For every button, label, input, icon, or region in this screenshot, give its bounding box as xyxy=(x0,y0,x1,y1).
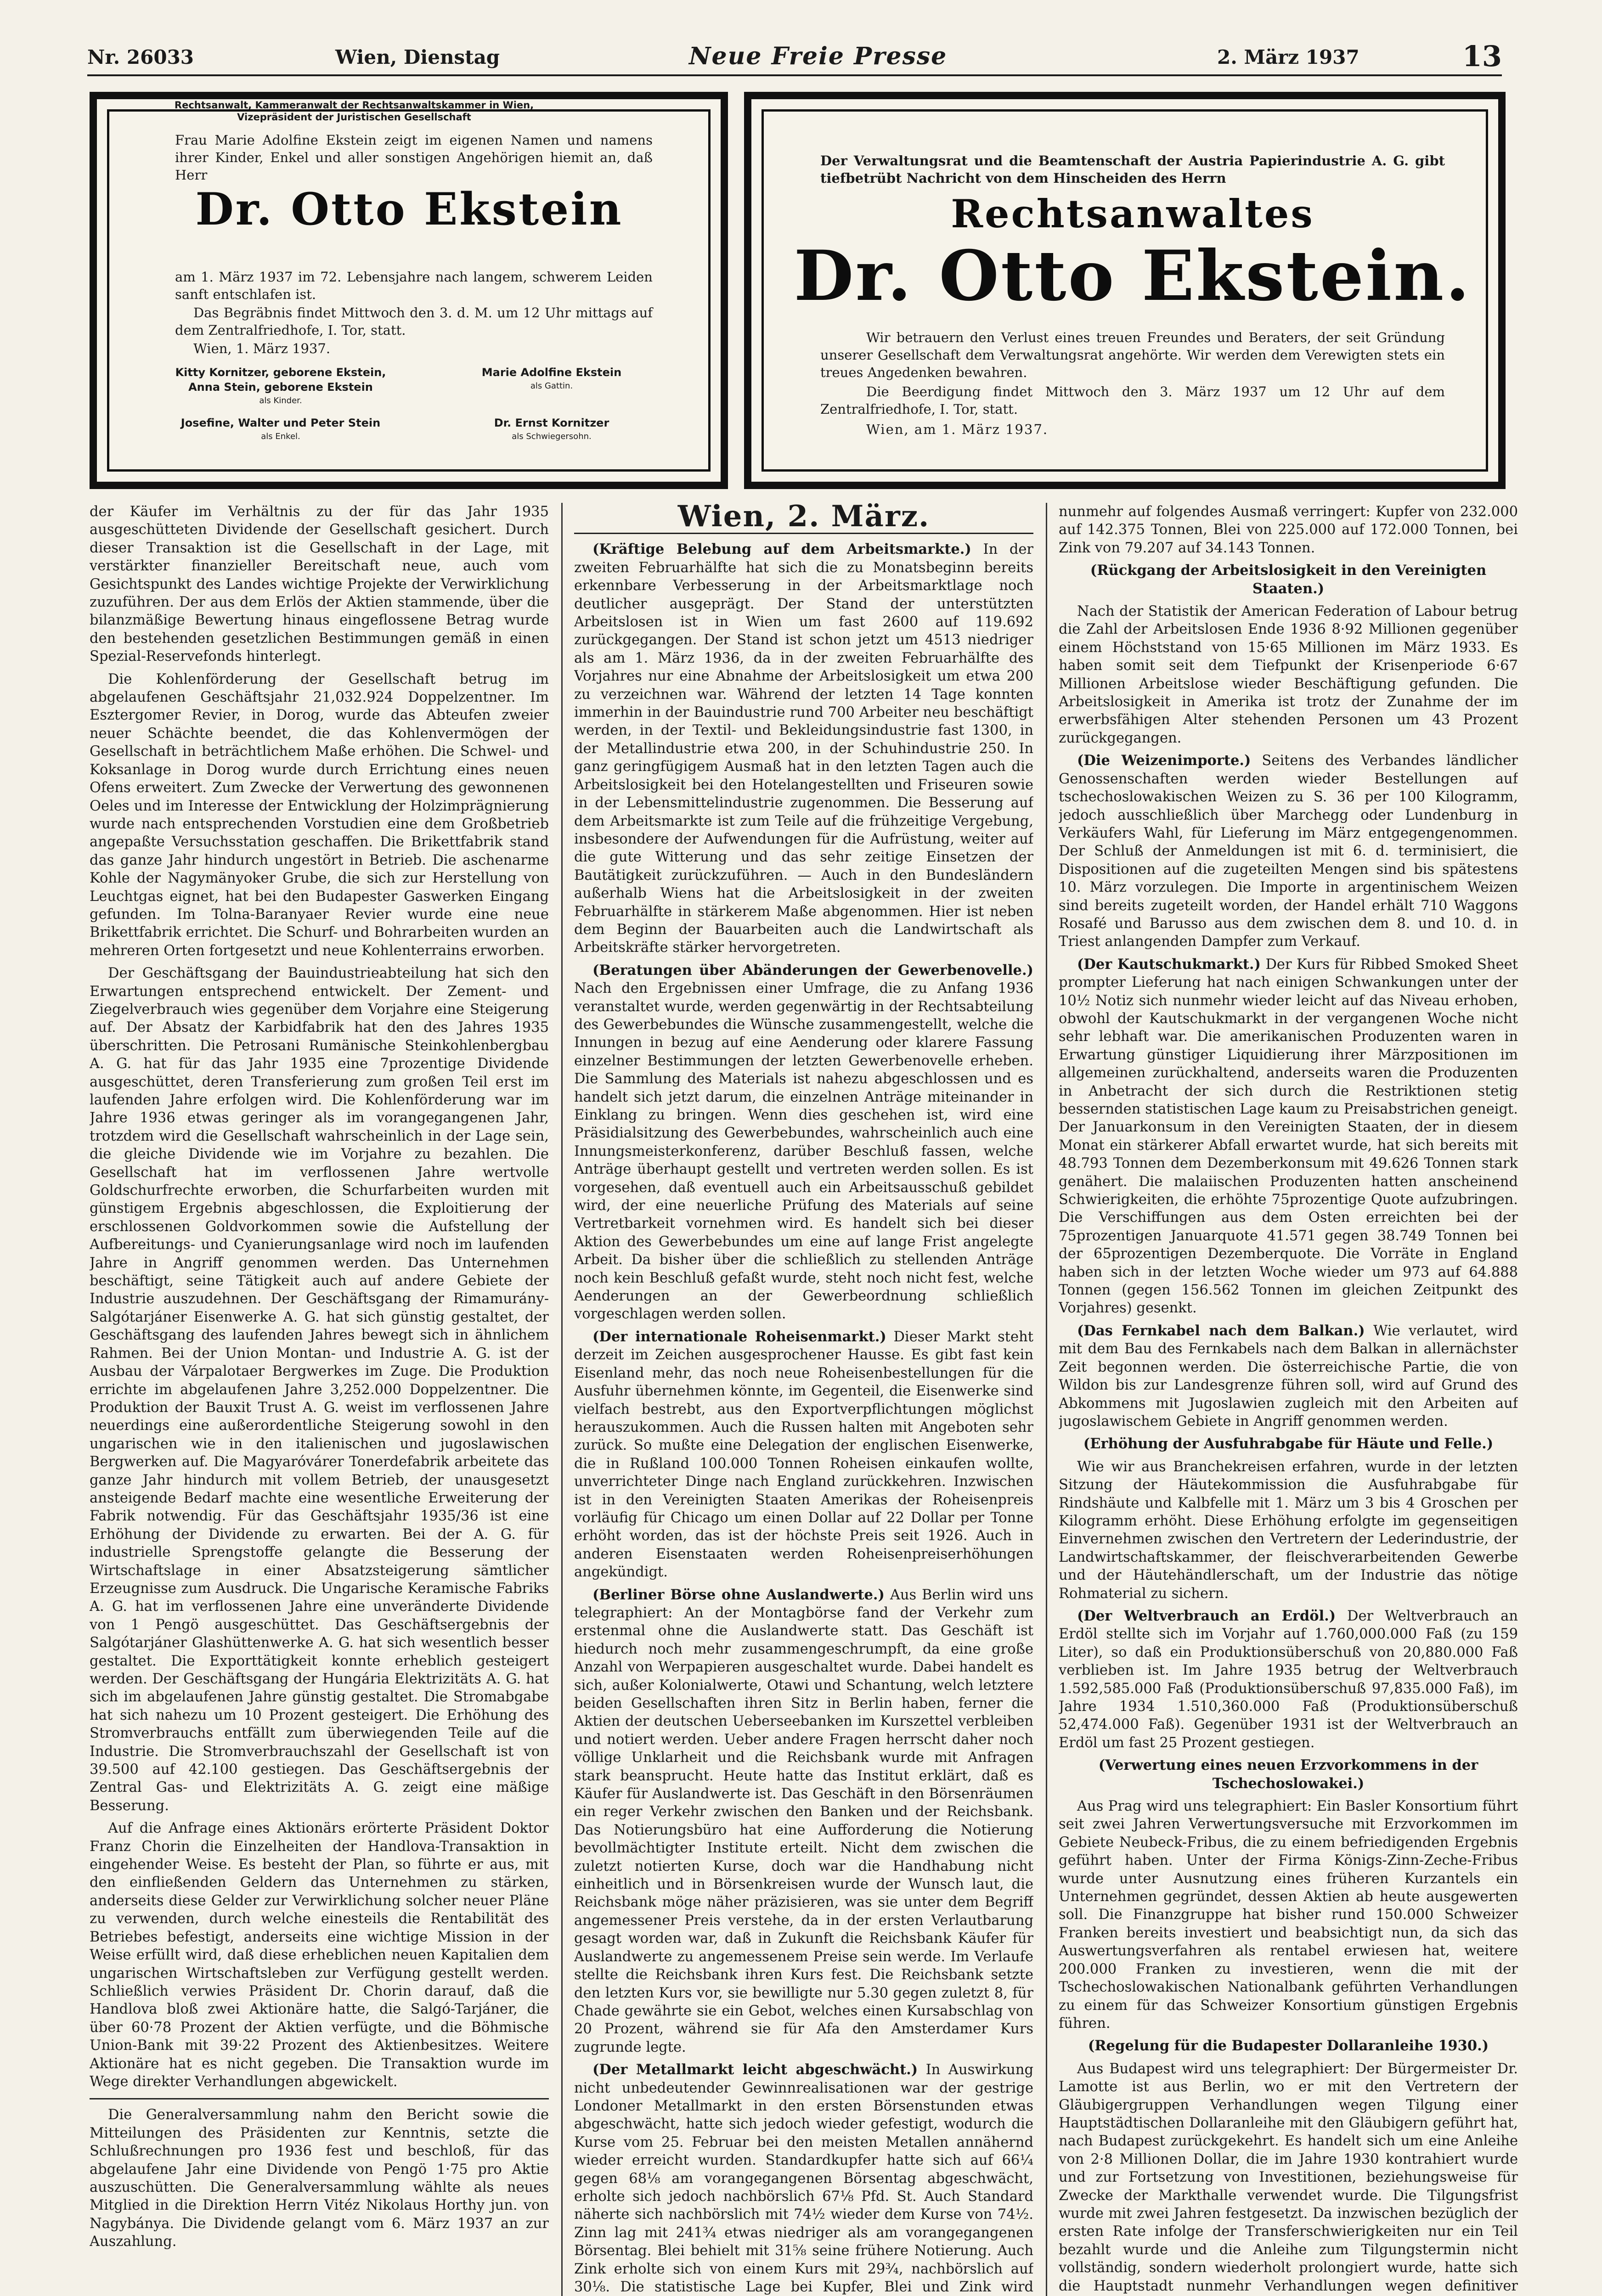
deceased-name: Dr. Otto Ekstein xyxy=(195,183,623,235)
news-item: Aus Budapest wird uns telegraphiert: Der Bürgermeister Dr. Lamotte ist aus Berlin, wo er mit den Vertretern der Gläubigergruppen Verhandlungen wegen Tilgung einer Hauptstädtischen Dollaranleihe mit den Gläubigern geführt hat, nach Budapest zurückgekehrt. Es handelt sich um eine Anleihe von 2·8 Millionen Dollar, die im Jahre 1930 kontrahiert wurde und zur Fortsetzung von Investitionen, beziehungsweise für Zwecke der Markthalle verwendet wurde. Die Tilgungsfrist wurde mit zwei Jahren festgesetzt. Da inzwischen bezüglich der ersten Rate infolge der Transferschwierigkeiten nur ein Teil bezahlt wurde und die Anleihe zum Tilgungstermin nicht vollständig, sondern wiederholt prolongiert wurde, hatte sich die Hauptstadt nunmehr Verhandlungen wegen definitiver xyxy=(1059,2060,1518,2294)
news-heading: (Der internationale Roheisenmarkt.) xyxy=(592,1328,886,1345)
news-item: (Der Metallmarkt leicht abgeschwächt.) In Auswirkung nicht unbedeutender Gewinnrealisationen war der gestrige Londoner Metallmarkt in den ersten Börsenstunden etwas abgeschwächt, hatte sich jedoch wieder gefestigt, wodurch die Kurse vom 25. Februar bei den meisten Metallen annähernd wieder erreicht wurden. Standardkupfer hatte sich auf 66¼ gegen 68⅛ am vorangegangenen Börsentag abgeschwächt, erholte sich jedoch nachbörslich 67⅛ Pfd. St. Auch Standard näherte sich nachbörslich mit 74½ wieder dem Kurse von 74½. Zinn lag mit 241¾ etwas niedriger als am vorangegangenen Börsentag. Blei behielt mit 31⅝ seine frühere Notierung. Auch Zink erholte sich von einem Kurs mit 29¾, nachbörslich auf 30⅛. Die statistische Lage bei Kupfer, Blei und Zink wird xyxy=(574,2061,1033,2295)
company-place-date: Wien, am 1. März 1937. xyxy=(866,422,1049,437)
news-item: (Der Weltverbrauch an Erdöl.) Der Weltverbrauch an Erdöl stellte sich im Vorjahr auf 1.760,000.000 Faß (zu 159 Liter), so daß ein Produktionsüberschuß von 20,880.000 Faß verblieben ist. Im Jahre 1935 betrug der Weltverbrauch 1.592,585.000 Faß (Produktionsüberschuß 97,835.000 Faß), im Jahre 1934 1.510,360.000 Faß (Produktionsüberschuß 52,474.000 Faß). Gegenüber 1931 ist der Weltverbrauch an Erdöl um fast 25 Prozent gestiegen. xyxy=(1059,1607,1518,1751)
column-separator xyxy=(561,503,563,2296)
article-paragraph: Die Generalversammlung nahm den Bericht sowie die Mitteilungen des Präsidenten zur Kenntnis, setzte die Schlußrechnungen pro 1936 fest und beschloß, für das abgelaufene Jahr eine Dividende von Pengö 1·75 pro Aktie auszuschütten. Die Generalversammlung wählte als neues Mitglied in die Direktion Herrn Vitéz Nikolaus Horthy jun. von Nagybánya. Die Dividende gelangt vom 6. März 1937 an zur Auszahlung. xyxy=(90,2107,549,2250)
article-paragraph: nunmehr auf folgendes Ausmaß verringert: Kupfer von 232.000 auf 142.375 Tonnen, Blei von 225.000 auf 172.000 Tonnen, bei Zink von 79.207 auf 34.143 Tonnen. xyxy=(1059,504,1518,556)
news-heading: (Der Kautschukmarkt.) xyxy=(1077,956,1261,973)
news-item: (Kräftige Belebung auf dem Arbeitsmarkte.) In der zweiten Februarhälfte hat sich die zu Monatsbeginn bereits erkennbare Verbesserung in der Arbeitsmarktlage noch deutlicher ausgeprägt. Der Stand der unterstützten Arbeitslosen ist in Wien um fast 2600 auf 119.692 zurückgegangen. Der Stand ist schon jetzt um 4513 niedriger als am 1. März 1936, da in der zweiten Februarhälfte des Vorjahres nur eine Abnahme der Arbeitslosigkeit um etwa 200 zu verzeichnen war. Während der letzten 14 Tage konnten immerhin in der Bauindustrie rund 700 Arbeiter neu beschäftigt werden, in der Textil- und Bekleidungsindustrie fast 1300, in der Metallindustrie etwa 200, in der Schuhindustrie 250. In ganz geringfügigem Ausmaß hat in den letzten Tagen auch die Arbeitslosigkeit bei den Hotelangestellten und Friseuren sowie in der Lebensmittelindustrie zugenommen. Die Besserung auf dem Arbeitsmarkte ist zum Teile auf die frühzeitige Vergebung, insbesondere der Aufwendungen für die Aufrüstung, weiter auf die gute Witterung und das sehr zeitige Einsetzen der Bautätigkeit zurückzuführen. — Auch in den Bundesländern außerhalb Wiens hat die Arbeitslosigkeit in der zweiten Februarhälfte in stärkerem Maße abgenommen. Hier ist neben dem Beginn der Bauarbeiten auch die Landwirtschaft als Arbeitskräfte stärker hervorgetreten. xyxy=(574,541,1033,956)
news-heading: (Das Fernkabel nach dem Balkan.) xyxy=(1077,1322,1365,1339)
signature-ernst: Dr. Ernst Kornitzer als Schwiegersohn. xyxy=(494,416,609,441)
article-paragraph: Die Kohlenförderung der Gesellschaft betrug im abgelaufenen Geschäftsjahr 21,032.924 Doppelzentner. Im Esztergomer Revier, in Dorog, wurde das Abteufen zweier neuer Schächte beendet, die das Kohlenvermögen der Gesellschaft in beträchtlichem Maße erhöhen. Die Schwel- und Koksanlage in Dorog wurde durch Errichtung eines neuen Ofens erweitert. Zum Zwecke der Verwertung des gewonnenen Oeles und im Interesse der Entwicklung der Holzimprägnierung wurde nach entsprechenden Vorstudien eine dem Großbetrieb angepaßte Versuchsstation geschaffen. Die Brikettfabrik stand das ganze Jahr hindurch ungestört in Betrieb. Die aschenarme Kohle der Nagymänyoker Grube, die sich zur Herstellung von Leuchtgas eignet, hat bei den Budapester Gaswerken Eingang gefunden. Im Tolna-Baranyaer Revier wurde eine neue Brikettfabrik errichtet. Die Schurf- und Bohrarbeiten wurden an mehreren Orten fortgesetzt und neue Kohlenterrains erworben. xyxy=(90,671,549,959)
news-heading: (Der Weltverbrauch an Erdöl.) xyxy=(1077,1607,1336,1624)
news-item: (Beratungen über Abänderungen der Gewerbenovelle.) Nach den Ergebnissen einer Umfrage, die zu Anfang 1936 veranstaltet wurde, werden gegenwärtig in der Rechtsabteilung des Gewerbebundes die Wünsche zusammengestellt, welche die Innungen in bezug auf eine Aenderung oder klarere Fassung einzelner Bestimmungen der letzten Gewerbenovelle erheben. Die Sammlung des Materials ist nahezu abgeschlossen und es handelt sich jetzt darum, die einzelnen Anträge miteinander in Einklang zu bringen. Wenn dies geschehen ist, wird eine Präsidialsitzung des Gewerbebundes, wahrscheinlich auch eine Innungsmeisterkonferenz, darüber Beschluß fassen, welche Anträge überhaupt gestellt und vertreten werden sollen. Es ist vorgesehen, daß eventuell auch ein Arbeitsausschuß gebildet wird, der eine neuerliche Prüfung des Materials auf seine Vertretbarkeit vornehmen wird. Es handelt sich bei dieser Aktion des Gewerbebundes um eine auf lange Frist angelegte Arbeit. Da bisher über die schließlich zu stellenden Anträge noch kein Beschluß gefaßt wurde, steht noch nicht fest, welche Aenderungen an der Gewerbeordnung schließlich vorgeschlagen werden sollen. xyxy=(574,962,1033,1322)
article-paragraph: Der Geschäftsgang der Bauindustrieabteilung hat sich den Erwartungen entsprechend entwickelt. Der Zement- und Ziegelverbrauch wies gegenüber dem Vorjahre eine Steigerung auf. Der Absatz der Karbidfabrik hat den des Jahres 1935 überschritten. Die Petrosani Rumänische Steinkohlenbergbau A. G. hat für das Jahr 1935 eine 7prozentige Dividende ausgeschüttet, deren Transferierung zum großen Teil erst im laufenden Jahre erfolgen wird. Die Kohlenförderung war im Jahre 1936 etwas geringer als im vorangegangenen Jahr, trotzdem wird die Gesellschaft wahrscheinlich in der Lage sein, die gleiche Dividende wie im Vorjahre zu bezahlen. Die Gesellschaft hat im verflossenen Jahre wertvolle Goldschurfrechte erworben, die Schurfarbeiten wurden mit günstigem Ergebnis abgeschlossen, die Exploitierung der erschlossenen Goldvorkommen sowie die Aufstellung der Aufbereitungs- und Cyanierungsanlage wird noch im laufenden Jahre in Angriff genommen werden. Das Unternehmen beschäftigt, seine Tätigkeit auch auf andere Gebiete der Industrie auszudehnen. Der Geschäftsgang der Rimamurány-Salgótarjáner Eisenwerke A. G. hat sich günstig gestaltet, der Geschäftsgang des laufenden Jahres bewegt sich in ähnlichem Rahmen. Bei der Union Montan- und Industrie A. G. ist der Ausbau der Várpalotaer Bergwerkes im Zuge. Die Produktion errichte im abgelaufenen Jahre 3,252.000 Doppelzentner. Die Produktion der Bauxit Trust A. G. weist im verflossenen Jahre neuerdings eine außerordentliche Steigerung sowohl in den ungarischen wie in den italienischen und jugoslawischen Bergwerken auf. Die Magyaróvárer Tonerdefabrik arbeitete das ganze Jahr hindurch mit vollem Betrieb, der unausgesetzt ansteigende Bedarf machte eine wesentliche Erweiterung der Fabrik notwendig. Für das Geschäftsjahr 1935/36 ist eine Erhöhung der Dividende zu erwarten. Bei der A. G. für industrielle Sprengstoffe gelangte die Besserung der Wirtschaftslage in einer Absatzsteigerung sämtlicher Erzeugnisse zum Ausdruck. Die Ungarische Keramische Fabriks A. G. hat im verflossenen Jahre eine unveränderte Dividende von 1 Pengö ausgeschüttet. Das Geschäftsergebnis der Salgótarjáner Glashüttenwerke A. G. hat sich wesentlich besser gestaltet. Die Exporttätigkeit konnte erheblich gesteigert werden. Der Geschäftsgang der Hungária Elektrizitäts A. G. hat sich im abgelaufenen Jahre günstig gestaltet. Die Stromabgabe hat sich nahezu um 10 Prozent gesteigert. Die Erhöhung des Stromverbrauchs entfällt zum überwiegenden Teile auf die Industrie. Die Stromverbrauchszahl der Gesellschaft ist von 39.500 auf 42.100 gestiegen. Das Geschäftsergebnis der Zentral Gas- und Elektrizitäts A. G. zeigt eine mäßige Besserung. xyxy=(90,965,549,1814)
signature-kitty: Kitty Kornitzer, geborene Ekstein, xyxy=(175,366,386,379)
company-funeral: Die Beerdigung findet Mittwoch den 3. März 1937 um 12 Uhr auf dem Zentralfriedhofe, I. Tor, statt. xyxy=(820,384,1445,417)
header-rule xyxy=(87,74,1502,76)
article-paragraph: der Käufer im Verhältnis zu der für das Jahr 1935 ausgeschütteten Dividende der Gesellschaft gesichert. Durch dieser Transaktion ist die Gesellschaft in der Lage, mit verstärkter finanzieller Bereitschaft neue, auch vom Gesichtspunkt des Landes wichtige Projekte der Verwirklichung zuzuführen. Der aus dem Erlös der Aktien stammende, über die bilanzmäßige Bewertung hinaus eingeflossene Betrag wurde den bestehenden gesetzlichen Bestimmungen gemäß in einen Spezial-Reservefonds hinterlegt. xyxy=(90,504,549,665)
news-heading: (Berliner Börse ohne Auslandwerte.) xyxy=(592,1586,885,1603)
news-item: Nach der Statistik der American Federation of Labour betrug die Zahl der Arbeitslosen Ende 1936 8·92 Millionen gegenüber einem Höchststand von 15·65 Millionen im März 1933. Es haben somit seit dem Tiefpunkt der Krisenperiode 6·67 Millionen Arbeitslose wieder Beschäftigung gefunden. Die Arbeitslosigkeit in Amerika ist trotz der Zunahme der im erwerbsfähigen Alter stehenden Personen um 43 Prozent zurückgegangen. xyxy=(1059,603,1518,746)
city-day: Wien, Dienstag xyxy=(335,46,500,68)
article-paragraph: Auf die Anfrage eines Aktionärs erörterte Präsident Doktor Franz Chorin die Einzelheiten der Handlova-Transaktion in eingehender Weise. Es besteht der Plan, so führte er aus, mit den einfließenden Geldern das Unternehmen zu stärken, anderseits diese Gelder zur Verwirklichung solcher neuer Pläne zu verwenden, durch welche einesteils die Rentabilität des Betriebes befestigt, anderseits eine wichtige Mission in der Weise erfüllt wird, daß diese erheblichen neuen Kapitalien dem ungarischen Wirtschaftsleben zur Verfügung gestellt werden. Schließlich verwies Präsident Dr. Chorin darauf, daß die Handlova bloß zwei Aktionäre hatte, die Salgó-Tarjáner, die über 60·78 Prozent der Aktien verfügte, und die Böhmische Union-Bank mit 39·22 Prozent des Aktienbesitzes. Weitere Aktionäre hat es nicht gegeben. Die Transaktion wurde im Wege direkter Verhandlungen abgewickelt. xyxy=(90,1820,549,2090)
column-2 xyxy=(574,503,1033,2296)
deceased-name-large: Dr. Otto Ekstein. xyxy=(794,236,1472,316)
news-item: (Der internationale Roheisenmarkt.) Dieser Markt steht derzeit im Zeichen ausgesprochener Hausse. Es gibt fast kein Eisenland mehr, das noch neue Roheisenbestellungen für die Ausfuhr übernehmen könnte, im Gegenteil, die Eisenwerke sind vielfach bestrebt, aus den Exportverpflichtungen möglichst herauszukommen. Auch die Russen halten mit Angeboten sehr zurück. So mußte eine Delegation der englischen Eisenwerke, die in Rußland 100.000 Tonnen Roheisen einkaufen wollte, unverrichteter Dinge nach England zurückkehren. Inzwischen ist in den Vereinigten Staaten Amerikas der Roheisenpreis vorläufig für Chicago um einen Dollar auf 22 Dollar per Tonne erhöht worden, das ist der höchste Preis seit 1926. Auch in anderen Eisenstaaten werden Roheisenpreiserhöhungen angekündigt. xyxy=(574,1328,1033,1581)
deceased-title-1: Rechtsanwalt, Kammeranwalt der Rechtsanwaltskammer in Wien, xyxy=(174,100,534,111)
company-tribute: Wir betrauern den Verlust eines treuen Freundes und Beraters, der seit Gründung unserer Gesellschaft dem Verwaltungsrat angehörte. Wir werden dem Verewigten stets ein treues Angedenken bewahren. xyxy=(820,330,1445,380)
deceased-title-2: Vizepräsident der Juristischen Gesellschaft xyxy=(237,112,471,123)
news-heading: (Erhöhung der Ausfuhrabgabe für Häute und Felle.) xyxy=(1083,1435,1494,1452)
deceased-role: Rechtsanwaltes xyxy=(951,191,1314,236)
news-heading: (Verwertung eines neuen Erzvorkommens in der Tschechoslowakei.) xyxy=(1098,1757,1478,1792)
news-heading: (Beratungen über Abänderungen der Gewerbenovelle.) xyxy=(592,962,1033,979)
news-item: Wie wir aus Branchekreisen erfahren, wurde in der letzten Sitzung der Häutekommission die Ausfuhrabgabe für Rindshäute und Kalbfelle mit 1. März um 3 bis 4 Groschen per Kilogramm erhöht. Diese Erhöhung erfolgte im gegenseitigen Einvernehmen zwischen den Vertretern der Lederindustrie, der Landwirtschaftskammer, der fleischverarbeitenden Gewerbe und der Häutehändlerschaft, um der Industrie das nötige Rohmaterial zu sichern. xyxy=(1059,1458,1518,1602)
news-item: (Die Weizenimporte.) Seitens des Verbandes ländlicher Genossenschaften werden wieder Bestellungen auf tschechoslowakischen Weizen zu S. 36 per 100 Kilogramm, jedoch ausschließlich über Marchegg oder Lundenburg in Verkäufers Wahl, für Lieferung im März entgegengenommen. Der Schluß der Anmeldungen ist mit 6. d. terminisiert, die Dispositionen auf die zugeteilten Mengen sind bis spätestens 10. März vorzulegen. Die Importe in argentinischem Weizen sind bereits zugeteilt worden, der Handel erhält 710 Waggons Rosafé und Barusso aus dem zwischen dem 8. und 10. d. in Triest anlangenden Dampfer zum Verkauf. xyxy=(1059,752,1518,950)
column-1 xyxy=(90,503,549,2296)
signature-anna: Anna Stein, geborene Ekstein als Kinder. xyxy=(188,381,373,405)
news-heading: (Regelung für die Budapester Dollaranleihe 1930.) xyxy=(1088,2037,1489,2054)
signature-marie: Marie Adolfine Ekstein als Gattin. xyxy=(481,366,622,391)
issue-number: Nr. 26033 xyxy=(87,46,194,68)
news-heading: (Kräftige Belebung auf dem Arbeitsmarkte.) xyxy=(592,541,971,558)
news-heading: (Die Weizenimporte.) xyxy=(1077,752,1251,769)
funeral-statement: Das Begräbnis findet Mittwoch den 3. d. M. um 12 Uhr mittags auf dem Zentralfriedhofe, I. Tor, statt. xyxy=(175,305,653,338)
obituary-notice-family xyxy=(90,92,728,489)
news-item: (Berliner Börse ohne Auslandwerte.) Aus Berlin wird uns telegraphiert: An der Montagbörse fand der Verkehr zum erstenmal ohne die Auslandwerte statt. Das Geschäft ist hiedurch noch mehr zusammengeschrumpft, da eine große Anzahl von Werpapieren ausgeschaltet wurde. Dabei handelt es sich, außer Kolonialwerte, Otawi und Schantung, welch letztere beiden Gesellschaften ihren Sitz in Berlin haben, ferner die Aktien der deutschen Ueberseebanken im Kurszettel verbleiben und notiert werden. Ueber andere Fragen herrscht daher noch völlige Unklarheit und die Reichsbank wurde mit Anfragen stark beansprucht. Heute hatte das Institut erklärt, daß es Käufer für Auslandwerte ist. Das Geschäft in den Börsenräumen ein reger Verkehr zwischen den Banken und der Reichsbank. Das Notierungsbüro hat eine Aufforderung die Notierung bevollmächtigter Institute erteilt. Nicht dem zwischen die zuletzt notierten Kurse, doch war die Handhabung nicht einheitlich und in Börsenkreisen wurde der Wunsch laut, die Reichsbank möge näher präzisieren, was sie unter dem Begriff angemessener Preis verstehe, da in der ersten Verlautbarung gesagt worden war, daß in Zukunft die Reichsbank Käufer für Auslandwerte zu angemessenem Preise sein werde. Im Verlaufe stellte die Reichsbank ihren Kurs fest. Die Reichsbank setzte den letzten Kurs vor, sie bewilligte nur 5.30 gegen zuletzt 8, für Chade gewährte sie ein Gebot, welches einen Kursabschlag von 20 Prozent, während sie für Afa den Amsterdamer Kurs zugrunde legte. xyxy=(574,1586,1033,2055)
column-3 xyxy=(1059,503,1518,2296)
page-number: 13 xyxy=(1462,39,1502,73)
obituary-notice-company xyxy=(744,92,1506,489)
news-item: Aus Prag wird uns telegraphiert: Ein Basler Konsortium führt seit zwei Jahren Verwertungsversuche mit Erzvorkommen im Gebiete Neubeck-Fribus, die zu einem befriedigenden Ergebnis geführt haben. Unter der Firma Königs-Zinn-Zeche-Fribus wurde unter Ausnutzung eines früheren Kurzantels ein Unternehmen gegründet, dessen Aktien ab heute ausgewerten soll. Die Finanzgruppe hat bisher rund 150.000 Schweizer Franken bereits investiert und beabsichtigt nun, da sich das Auswertungsverfahren als rentabel erwiesen hat, weitere 200.000 Franken zu investieren, wenn die mit der Tschechoslowakischen Nationalbank geführten Verhandlungen zu einem für das Schweizer Konsortium günstigen Ergebnis führen. xyxy=(1059,1798,1518,2032)
news-item: (Das Fernkabel nach dem Balkan.) Wie verlautet, wird mit dem Bau des Fernkabels nach dem Balkan in allernächster Zeit begonnen werden. Die österreichische Partie, die von Wildon bis zur Landesgrenze führen soll, wird auf Grund des Abkommens mit Jugoslawien zugleich mit den Arbeiten auf jugoslawischem Gebiete in Angriff genommen werden. xyxy=(1059,1322,1518,1429)
company-intro: Der Verwaltungsrat und die Beamtenschaft der Austria Papierindustrie A. G. gibt tiefbetrübt Nachricht von dem Hinscheiden des Herrn xyxy=(820,153,1445,186)
notice-place-date: Wien, 1. März 1937. xyxy=(193,341,331,356)
page-header xyxy=(87,39,1502,73)
notice-intro: Frau Marie Adolfine Ekstein zeigt im eigenen Namen und namens ihrer Kinder, Enkel und aller sonstigen Angehörigen hiemit an, daß Herr xyxy=(175,132,653,183)
news-heading: (Der Metallmarkt leicht abgeschwächt.) xyxy=(592,2061,918,2078)
column-separator xyxy=(1046,503,1047,2296)
death-statement: am 1. März 1937 im 72. Lebensjahre nach langem, schwerem Leiden sanft entschlafen ist. xyxy=(175,269,653,302)
article-divider xyxy=(90,2098,549,2099)
signature-grandchildren: Josefine, Walter und Peter Stein als Enkel. xyxy=(181,416,381,441)
section-title: Wien, 2. März. xyxy=(677,503,930,534)
issue-date: 2. März 1937 xyxy=(1217,46,1359,68)
news-item: (Der Kautschukmarkt.) Der Kurs für Ribbed Smoked Sheet prompter Lieferung hat nach einigen Schwankungen unter der 10½ Notiz sich nunmehr wieder leicht auf das Niveau erhoben, obwohl der Kautschukmarkt in der vergangenen Woche nicht sehr lebhaft war. Die amerikanischen Produzenten waren in Erwartung günstiger Liquidierung ihrer Märzpositionen im allgemeinen zurückhaltend, anderseits waren die Produzenten in Anbetracht der sich durch die Restriktionen stetig bessernden statistischen Lage kaum zu Preisabstrichen geneigt. Der Januarkonsum in den Vereinigten Staaten, der in diesem Monat ein stärkerer Abfall erwartet wurde, hat sich bereits mit 48.793 Tonnen dem Dezemberkonsum mit 49.626 Tonnen stark genähert. Die malaiischen Produzenten hatten anscheinend Schwierigkeiten, die erhöhte 75prozentige Quote aufzubringen. Die Verschiffungen aus dem Osten erreichten bei der 75prozentigen Januarquote 41.571 gegen 38.749 Tonnen bei der 65prozentigen Dezemberquote. Die Vorräte in England haben sich in der letzten Woche wieder um 973 auf 64.888 Tonnen (gegen 156.562 Tonnen im gleichen Zeitpunkt des Vorjahres) gesenkt. xyxy=(1059,956,1518,1317)
news-heading: (Rückgang der Arbeitslosigkeit in den Vereinigten Staaten.) xyxy=(1090,562,1487,597)
newspaper-title: Neue Freie Presse xyxy=(689,42,948,70)
